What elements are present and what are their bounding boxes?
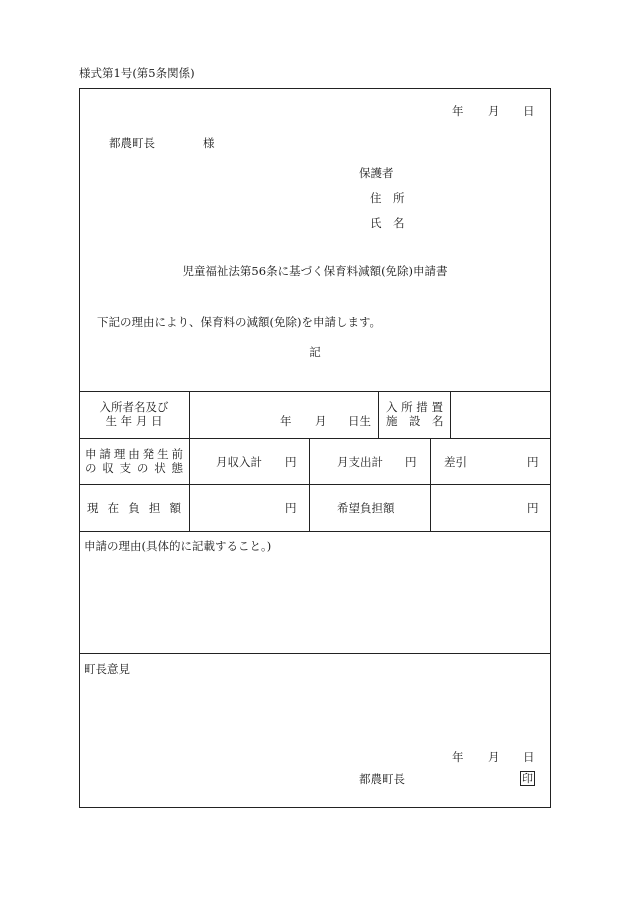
monthly-expense-label: 月支出計 (337, 455, 383, 469)
income-status-label-line2: の収支の状態 (85, 461, 183, 475)
expense-balance-line (430, 438, 431, 531)
ki-mark: 記 (309, 345, 321, 359)
birth-day: 日生 (348, 414, 371, 428)
row3-top-line (79, 484, 551, 485)
reason-top-line (79, 531, 551, 532)
facility-label-line1: 入 所 措 置 (386, 400, 443, 414)
monthly-income-unit: 円 (285, 455, 297, 469)
facility-label-right-line (450, 391, 451, 438)
opinion-label: 町長意見 (84, 662, 130, 676)
opinion-top-line (79, 653, 551, 654)
footer-signer: 都農町長 (359, 772, 405, 786)
footer-year: 年 (452, 750, 464, 764)
footer-month: 月 (488, 750, 500, 764)
row2-top-line (79, 438, 551, 439)
applicant-role: 保護者 (359, 166, 394, 180)
body-text: 下記の理由により、保育料の減額(免除)を申請します。 (97, 315, 382, 329)
balance-unit: 円 (527, 455, 539, 469)
facility-label-line2: 施 設 名 (386, 414, 444, 428)
addressee: 都農町長 (109, 136, 155, 150)
footer-day: 日 (523, 750, 535, 764)
date-month: 月 (488, 104, 500, 118)
label-column-line (189, 391, 190, 531)
child-name-birth-label-line2: 生 年 月 日 (105, 414, 163, 428)
address-label: 住 所 (370, 191, 405, 205)
monthly-expense-unit: 円 (405, 455, 417, 469)
income-status-label-line1: 申請理由発生前 (85, 447, 183, 461)
row1-top-line (79, 391, 551, 392)
birth-month: 月 (315, 414, 327, 428)
balance-label: 差引 (444, 455, 467, 469)
income-expense-line (309, 438, 310, 531)
facility-label-left-line (378, 391, 379, 438)
date-year: 年 (452, 104, 464, 118)
form-number: 様式第1号(第5条関係) (79, 66, 195, 80)
current-burden-label: 現在負担額 (87, 501, 181, 515)
monthly-income-label: 月収入計 (216, 455, 262, 469)
addressee-honorific: 様 (203, 136, 215, 150)
reason-label: 申請の理由(具体的に記載すること。) (84, 539, 272, 553)
name-label: 氏 名 (370, 216, 405, 230)
seal-mark: 印 (522, 772, 533, 785)
birth-year: 年 (280, 414, 292, 428)
desired-burden-label: 希望負担額 (337, 501, 395, 515)
form-title: 児童福祉法第56条に基づく保育料減額(免除)申請書 (182, 264, 448, 278)
child-name-birth-label-line1: 入所者名及び (99, 400, 169, 414)
date-day: 日 (523, 104, 535, 118)
current-burden-unit: 円 (285, 501, 297, 515)
desired-burden-unit: 円 (527, 501, 539, 515)
